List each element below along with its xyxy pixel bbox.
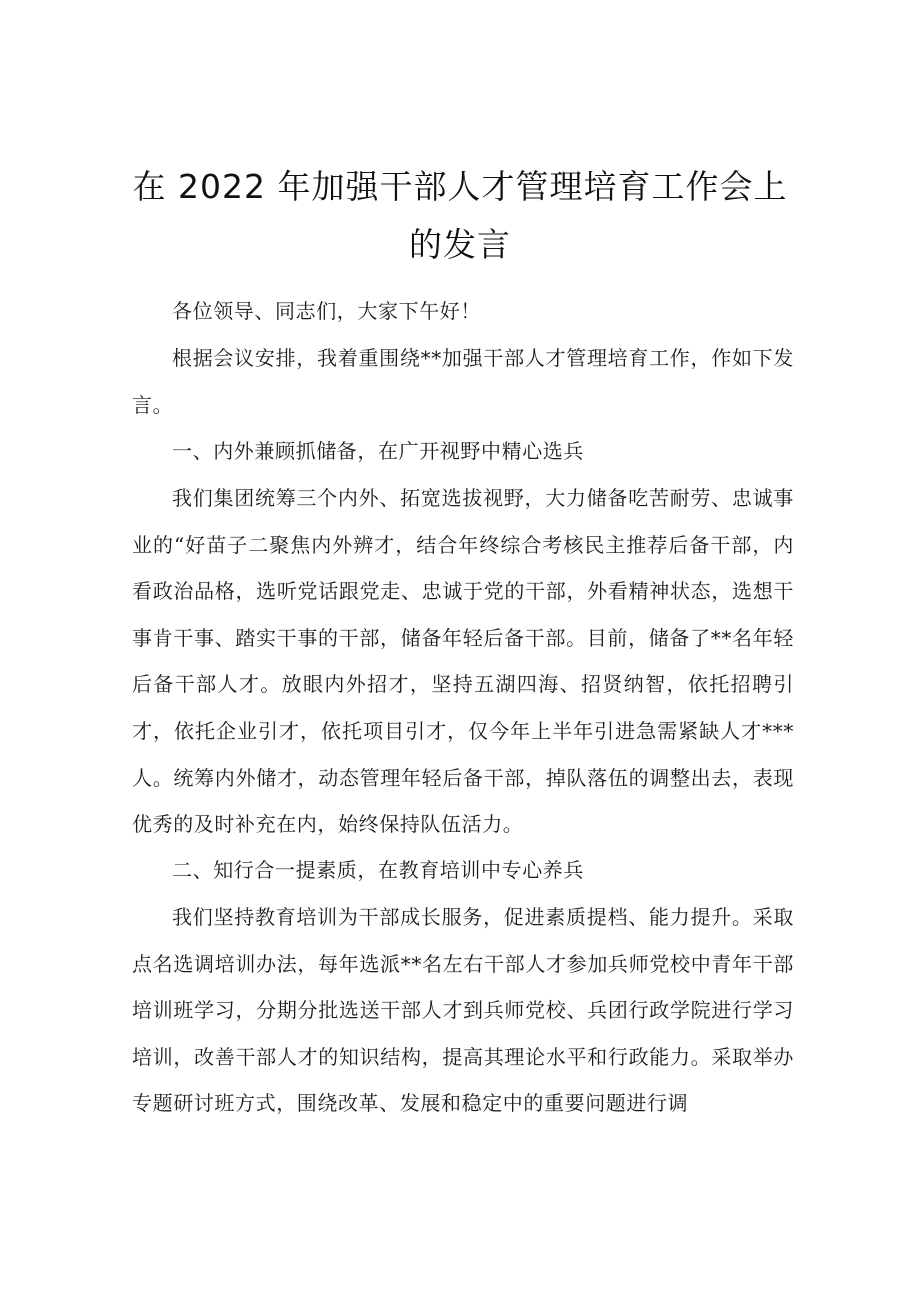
section-body-1: 我们集团统筹三个内外、拓宽选拔视野，大力储备吃苦耐劳、忠诚事业的“好苗子二聚焦内外辨才，结合年终综合考核民主推荐后备干部，内看政治品格，选听党话跟党走、忠诚于党的干部，外看精神状态，选想干事肯干事、踏实干事的干部，储备年轻后备干部。目前，储备了**名年轻后备干部人才。放眼内外招才，坚持五湖四海、招贤纳智，依托招聘引才，依托企业引才，依托项目引才，仅今年上半年引进急需紧缺人才***人。统筹内外储才，动态管理年轻后备干部，掉队落伍的调整出去，表现优秀的及时补充在内，始终保持队伍活力。 (132, 486, 794, 837)
section-body-2: 我们坚持教育培训为干部成长服务，促进素质提档、能力提升。采取点名选调培训办法，每年选派**名左右干部人才参加兵师党校中青年干部培训班学习，分期分批选送干部人才到兵师党校、兵团行政学院进行学习培训，改善干部人才的知识结构，提高其理论水平和行政能力。采取举办专题研讨班方式，围绕改革、发展和稳定中的重要问题进行调 (132, 905, 794, 1116)
greeting-paragraph: 各位领导、同志们，大家下午好！ (172, 299, 481, 323)
section-heading-1: 一、内外兼顾抓储备，在广开视野中精心选兵 (172, 439, 584, 463)
section-heading-2: 二、知行合一提素质，在教育培训中专心养兵 (172, 858, 584, 882)
document-title-line-2: 的发言 (409, 225, 511, 264)
intro-paragraph: 根据会议安排，我着重围绕**加强干部人才管理培育工作，作如下发言。 (132, 346, 794, 417)
document-title-line-1: 在 2022 年加强干部人才管理培育工作会上 (132, 167, 788, 206)
